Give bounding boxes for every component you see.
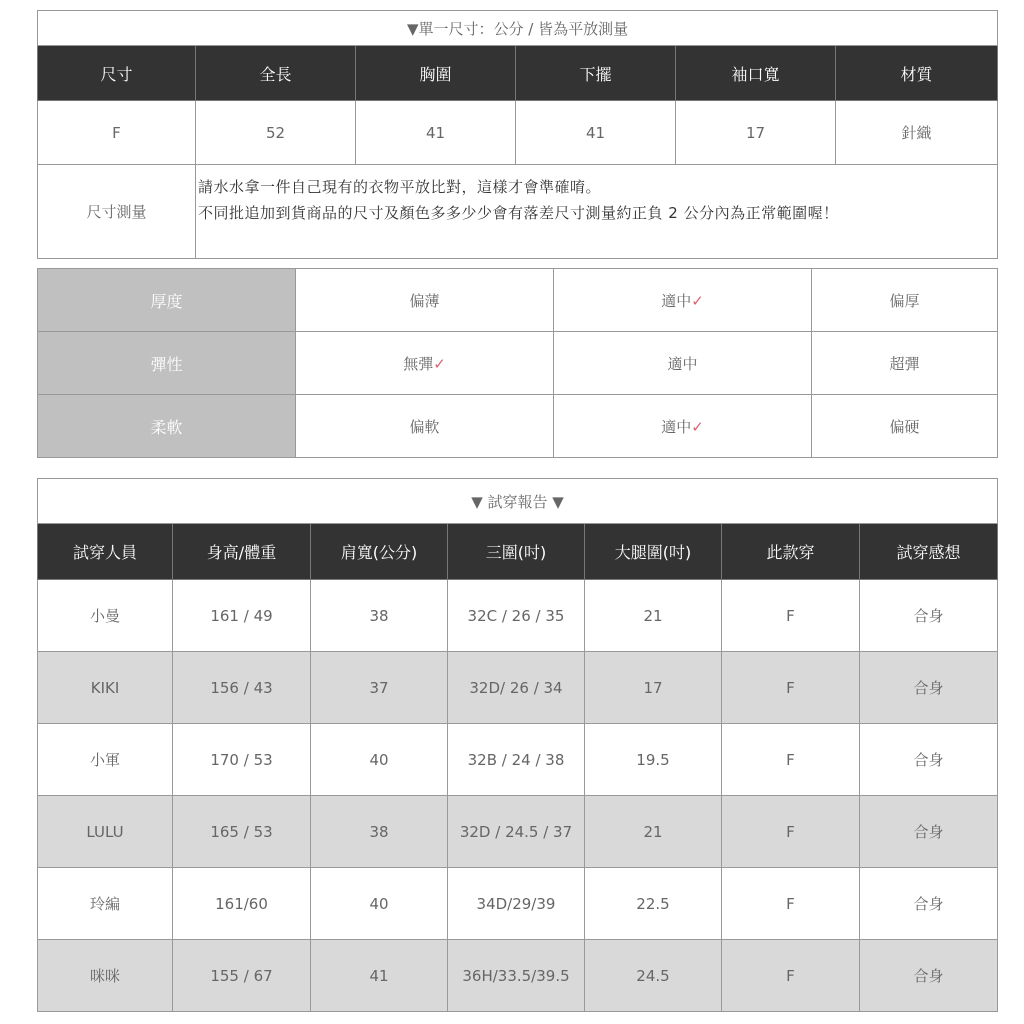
measure-note-text [196, 165, 998, 259]
height-weight: 161/60 [173, 868, 311, 940]
fit-comment: 合身 [860, 724, 998, 796]
check-icon: ✓ [691, 417, 704, 436]
measurements: 32B / 24 / 38 [448, 724, 585, 796]
fit-comment: 合身 [860, 652, 998, 724]
shoulder-width: 38 [311, 796, 448, 868]
thigh: 21 [585, 796, 722, 868]
thickness-option: 偏薄 [296, 269, 554, 332]
height-weight: 155 / 67 [173, 940, 311, 1012]
chest-value: 41 [356, 101, 516, 165]
thigh: 21 [585, 580, 722, 652]
height-weight-header: 身高/體重 [173, 524, 311, 580]
softness-option: 適中✓ [554, 395, 812, 458]
shoulder-width: 38 [311, 580, 448, 652]
height-weight: 161 / 49 [173, 580, 311, 652]
hem-value: 41 [516, 101, 676, 165]
size-worn: F [722, 724, 860, 796]
measurements: 36H/33.5/39.5 [448, 940, 585, 1012]
shoulder-width: 37 [311, 652, 448, 724]
check-icon: ✓ [433, 354, 446, 373]
size-worn-header: 此款穿 [722, 524, 860, 580]
height-weight: 156 / 43 [173, 652, 311, 724]
tester-name: 咪咪 [38, 940, 173, 1012]
fit-comment: 合身 [860, 580, 998, 652]
thickness-option: 適中✓ [554, 269, 812, 332]
measurements: 32D / 24.5 / 37 [448, 796, 585, 868]
tester-name: 小曼 [38, 580, 173, 652]
fit-comment: 合身 [860, 868, 998, 940]
elasticity-option: 適中 [554, 332, 812, 395]
size-worn: F [722, 652, 860, 724]
measurements: 32C / 26 / 35 [448, 580, 585, 652]
size-value: F [38, 101, 196, 165]
table-row [38, 868, 998, 940]
table-row [38, 580, 998, 652]
measurements: 34D/29/39 [448, 868, 585, 940]
softness-option: 偏硬 [812, 395, 998, 458]
tester-name: KIKI [38, 652, 173, 724]
size-worn: F [722, 580, 860, 652]
chest-header: 胸圍 [356, 46, 516, 101]
size-table-caption: ▼單一尺寸：公分 / 皆為平放測量 [38, 11, 998, 46]
cuff-header: 袖口寬 [676, 46, 836, 101]
table-row [38, 652, 998, 724]
shoulder-width: 40 [311, 868, 448, 940]
fit-comment-header: 試穿感想 [860, 524, 998, 580]
shoulder-header: 肩寬(公分) [311, 524, 448, 580]
size-worn: F [722, 940, 860, 1012]
hem-header: 下擺 [516, 46, 676, 101]
fabric-feel-table [37, 268, 998, 458]
thigh: 24.5 [585, 940, 722, 1012]
material-header: 材質 [836, 46, 998, 101]
thigh: 19.5 [585, 724, 722, 796]
thickness-label: 厚度 [38, 269, 296, 332]
shoulder-width: 41 [311, 940, 448, 1012]
cuff-value: 17 [676, 101, 836, 165]
tester-name: 小軍 [38, 724, 173, 796]
length-header: 全長 [196, 46, 356, 101]
height-weight: 165 / 53 [173, 796, 311, 868]
table-row [38, 796, 998, 868]
thigh: 22.5 [585, 868, 722, 940]
height-weight: 170 / 53 [173, 724, 311, 796]
tester-name: 玲編 [38, 868, 173, 940]
softness-label: 柔軟 [38, 395, 296, 458]
thigh-header: 大腿圍(吋) [585, 524, 722, 580]
tester-name: LULU [38, 796, 173, 868]
table-row [38, 940, 998, 1012]
check-icon: ✓ [691, 291, 704, 310]
measurements-header: 三圍(吋) [448, 524, 585, 580]
elasticity-label: 彈性 [38, 332, 296, 395]
thigh: 17 [585, 652, 722, 724]
measure-note-line: 請水水拿一件自己現有的衣物平放比對，這樣才會準確唷。 [198, 178, 602, 196]
size-header: 尺寸 [38, 46, 196, 101]
fit-comment: 合身 [860, 796, 998, 868]
material-value: 針織 [836, 101, 998, 165]
softness-option: 偏軟 [296, 395, 554, 458]
trial-report-caption: ▼ 試穿報告 ▼ [38, 479, 998, 524]
trial-report-table [37, 478, 998, 1012]
fit-comment: 合身 [860, 940, 998, 1012]
tester-header: 試穿人員 [38, 524, 173, 580]
table-row [38, 724, 998, 796]
length-value: 52 [196, 101, 356, 165]
elasticity-option: 無彈✓ [296, 332, 554, 395]
size-worn: F [722, 796, 860, 868]
thickness-option: 偏厚 [812, 269, 998, 332]
size-table [37, 10, 998, 259]
measure-note-line: 不同批追加到貨商品的尺寸及顏色多多少少會有落差尺寸測量約正負 2 公分內為正常範圍喔！ [198, 204, 839, 222]
size-worn: F [722, 868, 860, 940]
elasticity-option: 超彈 [812, 332, 998, 395]
measure-note-label: 尺寸測量 [38, 165, 196, 259]
measurements: 32D/ 26 / 34 [448, 652, 585, 724]
shoulder-width: 40 [311, 724, 448, 796]
